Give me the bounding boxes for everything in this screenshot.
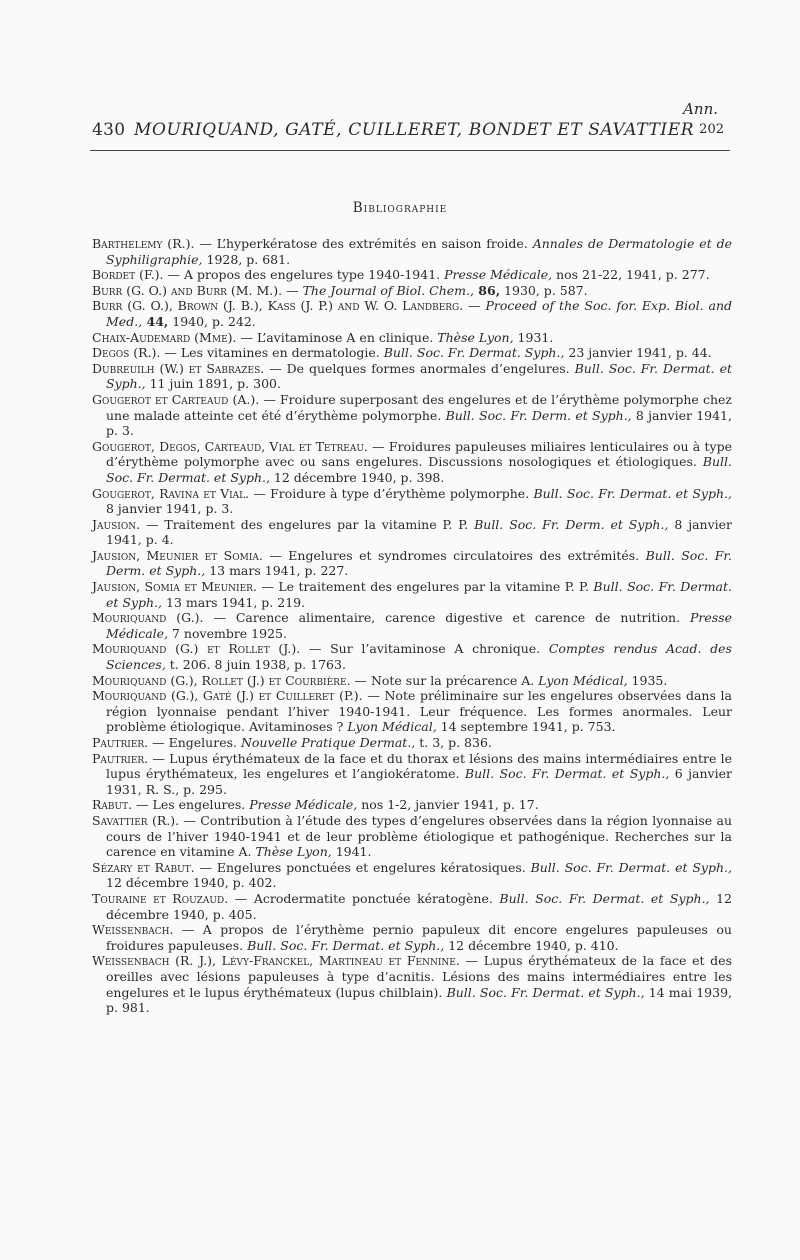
entry-details: 14 septembre 1941, p. 753. bbox=[436, 719, 616, 735]
entry-authors: Gougerot, Degos, Carteaud, Vial et Tetreau. bbox=[92, 438, 368, 454]
entry-journal: Bull. Soc. Fr. Dermat. et Syph., bbox=[446, 984, 645, 1000]
entry-authors: Touraine et Rouzaud. bbox=[92, 890, 229, 906]
bibliography-entry bbox=[92, 610, 732, 641]
entry-journal: Bull. Soc. Fr. Dermat. et Syph., bbox=[106, 360, 732, 392]
entry-journal: Presse Médicale, bbox=[106, 610, 732, 641]
bibliography-entry bbox=[92, 267, 732, 283]
entry-journal: Bull. Soc. Fr. Dermat. et Syph., bbox=[533, 485, 732, 501]
entry-details: 6 janvier 1931, R. S., p. 295. bbox=[106, 766, 732, 797]
entry-details: 11 juin 1891, p. 300. bbox=[145, 376, 281, 392]
entry-details: 8 janvier 1941, p. 3. bbox=[106, 501, 234, 517]
entry-text: — Carence alimentaire, carence digestive et carence de nutrition. bbox=[203, 610, 690, 626]
entry-authors: Burr (G. O.), Brown (J. B.), Kass (J. P.) and W. O. Landberg. bbox=[92, 298, 464, 314]
entry-text: — Les vitamines en dermatologie. bbox=[160, 345, 384, 361]
entry-volume: 86, bbox=[473, 282, 501, 298]
entry-journal: Annales de Dermatologie et de Syphiligraphie, bbox=[106, 236, 732, 267]
entry-text: — Traitement des engelures par la vitamine P. P. bbox=[140, 516, 475, 532]
entry-text: — A propos de l’érythème pernio papuleux dit encore engelures papuleuses ou froidures papuleuses. bbox=[106, 922, 732, 953]
entry-journal: Bull. Soc. Fr. Dermat. et Syph., bbox=[106, 579, 733, 610]
entry-journal: Bull. Soc. Fr. Dermat. et Syph., bbox=[247, 937, 445, 953]
entry-authors: Degos (R.). bbox=[92, 345, 161, 361]
entry-text: — Acrodermatite ponctuée kératogène. bbox=[228, 890, 500, 906]
bibliography-entry bbox=[92, 486, 732, 517]
bibliography-entry bbox=[92, 330, 732, 346]
entry-text: — L’hyperkératose des extrémités en saison froide. bbox=[194, 236, 533, 251]
bibliography-entry bbox=[92, 688, 732, 735]
entry-authors: Sézary et Rabut. bbox=[92, 859, 195, 875]
entry-journal: Bull. Soc. Fr. Dermat. Syph., bbox=[383, 345, 565, 361]
entry-journal: Thèse Lyon, bbox=[437, 329, 514, 345]
entry-authors: Chaix-Audemard (Mme). bbox=[92, 329, 237, 345]
entry-authors: Rabut. bbox=[92, 797, 133, 813]
entry-journal: Presse Médicale, bbox=[249, 797, 358, 813]
entry-details: 12 décembre 1940, p. 405. bbox=[106, 890, 733, 922]
entry-authors: Mouriquand (G.), Gaté (J.) et Cuilleret (P.). bbox=[92, 688, 363, 704]
entry-details: 14 mai 1939, p. 981. bbox=[106, 984, 732, 1016]
bibliography-entry bbox=[92, 361, 732, 392]
entry-details: 12 décembre 1940, p. 402. bbox=[106, 875, 277, 891]
section-title: Bibliographie bbox=[352, 200, 448, 216]
bibliography-entry bbox=[92, 283, 732, 299]
entry-text: — Les engelures. bbox=[132, 797, 250, 813]
entry-journal: Presse Médicale, bbox=[444, 267, 553, 283]
bibliography-entry bbox=[92, 860, 732, 891]
entry-journal: The Journal of Biol. Chem., bbox=[302, 282, 474, 298]
entry-journal: Bull. Soc. Fr. Derm. et Syph., bbox=[474, 516, 669, 532]
entry-authors: Jausion, Meunier et Somia. bbox=[92, 547, 263, 563]
bibliography-entry bbox=[92, 298, 732, 329]
bibliography-entry bbox=[92, 345, 732, 361]
entry-details: nos 21-22, 1941, p. 277. bbox=[552, 267, 710, 283]
running-title: MOURIQUAND, GATÉ, CUILLERET, BONDET ET SAVATTIER bbox=[134, 120, 695, 140]
entry-journal: Bull. Soc. Fr. Dermat. et Syph., bbox=[464, 766, 670, 782]
entry-authors: Mouriquand (G.). bbox=[92, 610, 204, 626]
entry-details: 23 janvier 1941, p. 44. bbox=[564, 345, 712, 361]
bibliography-list bbox=[92, 236, 732, 1016]
entry-details: 12 décembre 1940, p. 398. bbox=[269, 469, 445, 485]
bibliography-entry bbox=[92, 922, 732, 953]
entry-details: 1940, p. 242. bbox=[168, 313, 256, 329]
page-number: 430 bbox=[92, 120, 126, 140]
entry-details: 1928, p. 681. bbox=[202, 251, 291, 267]
entry-authors: Jausion, Somia et Meunier. bbox=[92, 579, 257, 595]
annotation-ann: Ann. bbox=[683, 100, 718, 118]
entry-text: — A propos des engelures type 1940-1941. bbox=[163, 267, 445, 283]
entry-details: 13 mars 1941, p. 227. bbox=[205, 563, 349, 579]
bibliography-entry bbox=[92, 236, 732, 267]
entry-details: 8 janvier 1941, p. 4. bbox=[106, 516, 733, 548]
entry-authors: Pautrier. bbox=[92, 750, 149, 766]
entry-text: — bbox=[282, 282, 303, 298]
bibliography-entry bbox=[92, 891, 732, 922]
entry-details: 13 mars 1941, p. 219. bbox=[162, 594, 306, 610]
entry-volume: 44, bbox=[142, 313, 169, 329]
entry-text: — Sur l’avitaminose A chronique. bbox=[300, 641, 549, 657]
entry-journal: Lyon Médical, bbox=[347, 719, 437, 735]
entry-text: — Lupus érythémateux de la face et des oreilles avec lésions papuleuses à type d’acnitis. Lésions des mains intermédiaires entre les engelures et le lupus érythémateux (lupus chilblain). bbox=[106, 953, 732, 1000]
entry-authors: Gougerot et Carteaud (A.). bbox=[92, 391, 260, 407]
entry-authors: Mouriquand (G.) et Rollet (J.). bbox=[92, 641, 301, 657]
entry-details: 12 décembre 1940, p. 410. bbox=[444, 937, 619, 953]
entry-details: t. 3, p. 836. bbox=[415, 735, 492, 750]
entry-authors: Bordet (F.). bbox=[92, 267, 164, 283]
entry-journal: Proceed of the Soc. for. Exp. Biol. and Med., bbox=[106, 298, 732, 329]
entry-text: — Le traitement des engelures par la vitamine P. P. bbox=[256, 579, 594, 595]
entry-details: nos 1-2, janvier 1941, p. 17. bbox=[357, 797, 539, 813]
entry-text: — Froidure superposant des engelures et de l’érythème polymorphe chez une malade atteinte cet été d’érythème polymorphe. bbox=[106, 391, 732, 423]
entry-journal: Bull. Soc. Fr. Derm. et Syph., bbox=[445, 407, 632, 423]
bibliography-entry bbox=[92, 953, 732, 1015]
bibliography-entry bbox=[92, 517, 732, 548]
entry-authors: Pautrier. bbox=[92, 735, 149, 750]
entry-text: — Engelures ponctuées et engelures kératosiques. bbox=[194, 859, 531, 875]
bibliography-entry bbox=[92, 392, 732, 439]
entry-details: 1935. bbox=[627, 672, 668, 688]
entry-details: 1941. bbox=[331, 844, 372, 860]
entry-authors: Weissenbach (R. J.), Lévy-Franckel, Martineau et Fennine. bbox=[92, 953, 460, 969]
bibliography-entry bbox=[92, 548, 732, 579]
entry-journal: Bull. Soc. Fr. Derm. et Syph., bbox=[106, 547, 732, 579]
bibliography-entry bbox=[92, 813, 732, 860]
entry-details: 1930, p. 587. bbox=[500, 282, 588, 298]
bibliography-entry bbox=[92, 673, 732, 689]
entry-authors: Mouriquand (G.), Rollet (J.) et Courbière. bbox=[92, 672, 351, 688]
entry-details: 1931. bbox=[513, 329, 554, 345]
entry-journal: Lyon Médical, bbox=[538, 672, 628, 688]
header-rule bbox=[90, 150, 730, 151]
entry-text: — Note sur la précarence A. bbox=[350, 672, 539, 688]
entry-text: — L’avitaminose A en clinique. bbox=[236, 329, 438, 345]
entry-authors: Barthelemy (R.). bbox=[92, 236, 195, 251]
entry-authors: Savattier (R.). bbox=[92, 812, 180, 828]
bibliography-entry bbox=[92, 439, 732, 486]
entry-journal: Thèse Lyon, bbox=[255, 844, 332, 860]
entry-authors: Weissenbach. bbox=[92, 922, 174, 938]
entry-details: t. 206. 8 juin 1938, p. 1763. bbox=[165, 657, 346, 673]
bibliography-entry bbox=[92, 641, 732, 672]
entry-text: — Engelures. bbox=[148, 735, 241, 750]
volume-number: 202 bbox=[699, 122, 724, 137]
entry-journal: Comptes rendus Acad. des Sciences, bbox=[106, 641, 732, 673]
entry-text: — Contribution à l’étude des types d’engelures observées dans la région lyonnaise au cours de l’hiver 1940-1941 et de leur problème étiologique et pathogénique. Recherches sur la carence en vitamine A. bbox=[106, 812, 733, 860]
entry-text: — Froidure à type d’érythème polymorphe. bbox=[249, 485, 534, 501]
entry-authors: Burr (G. O.) and Burr (M. M.). bbox=[92, 282, 283, 298]
bibliography-entry bbox=[92, 735, 732, 751]
bibliography-entry bbox=[92, 751, 732, 798]
entry-text: — De quelques formes anormales d’engelures. bbox=[264, 360, 575, 376]
entry-details: 7 novembre 1925. bbox=[168, 625, 287, 641]
entry-text: — Engelures et syndromes circulatoires des extrémités. bbox=[262, 547, 646, 563]
entry-text: — Note préliminaire sur les engelures observées dans la région lyonnaise pendant l’hiver 1940-1941. Leur fréquence. Les formes anormales. Leur problème étiologique. Avitaminoses ? bbox=[106, 688, 732, 735]
entry-authors: Dubreuilh (W.) et Sabrazes. bbox=[92, 360, 265, 376]
entry-text: — Froidures papuleuses miliaires lenticulaires ou à type d’érythème polymorphe avec ou sans engelures. Discussions nosologiques et étiologiques. bbox=[106, 438, 732, 470]
entry-journal: Bull. Soc. Fr. Dermat. et Syph., bbox=[106, 454, 732, 485]
entry-journal: Bull. Soc. Fr. Dermat. et Syph., bbox=[499, 890, 710, 906]
entry-text: — bbox=[463, 298, 486, 314]
entry-journal: Nouvelle Pratique Dermat., bbox=[240, 735, 416, 750]
bibliography-entry bbox=[92, 797, 732, 813]
bibliography-entry bbox=[92, 579, 732, 610]
entry-text: — Lupus érythémateux de la face et du thorax et lésions des mains intermédiaires entre le lupus érythémateux, les engelures et l’angiokératome. bbox=[106, 750, 732, 782]
entry-journal: Bull. Soc. Fr. Dermat. et Syph., bbox=[530, 859, 732, 875]
entry-authors: Jausion. bbox=[92, 516, 141, 532]
entry-details: 8 janvier 1941, p. 3. bbox=[106, 407, 732, 439]
entry-authors: Gougerot, Ravina et Vial. bbox=[92, 485, 250, 501]
